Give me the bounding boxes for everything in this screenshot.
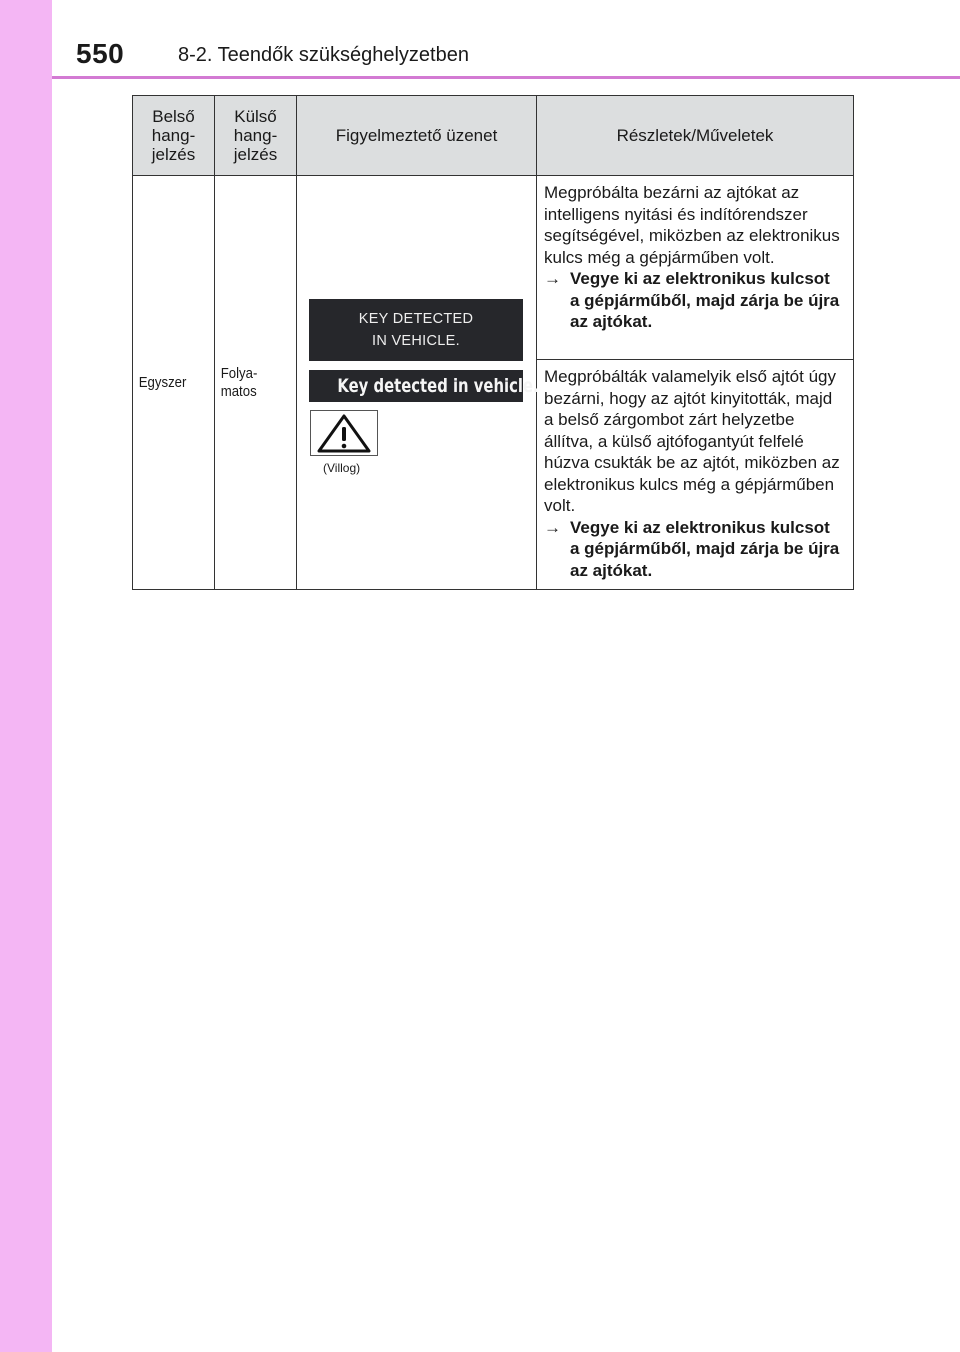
blink-note: (Villog) [323, 461, 361, 475]
display-message-2-text: Key detected in vehicle. [337, 375, 539, 397]
detail-2-action [544, 517, 843, 582]
page-number: 550 [76, 38, 125, 69]
side-band [0, 0, 52, 1352]
display-message-1-line1: KEY DETECTED [358, 311, 474, 327]
col-warning-message: Figyelmeztető üzenet [297, 96, 537, 176]
warning-message-cell [297, 176, 537, 590]
warning-table [132, 95, 854, 590]
detail-1-action [544, 268, 843, 333]
detail-2 [537, 360, 854, 590]
display-message-1-line2: IN VEHICLE. [372, 333, 460, 349]
internal-buzzer-value: Egyszer [133, 176, 205, 590]
display-message-2 [309, 370, 539, 402]
detail-2-text: Megpróbálták valamelyik első ajtót úgy bezárni, hogy az ajtót kinyitották, majd a belső zárgombot zárt helyzetbe állítva, a külső ajtófogantyút felfelé húzva csukták be az ajtót, miközben az elektronikus kulcs még a gépjárműben volt. [544, 367, 840, 515]
warning-triangle-icon [310, 410, 378, 456]
table-row [133, 176, 854, 360]
detail-1-text: Megpróbálta bezárni az ajtókat az intelligens nyitási és indítórendszer segítségével, miközben az elektronikus kulcs még a gépjárműben volt. [544, 183, 840, 267]
detail-1 [537, 176, 854, 360]
external-buzzer-value: Folya- matos [215, 176, 287, 590]
display-message-1 [309, 299, 523, 361]
col-details: Részletek/Műveletek [537, 96, 854, 176]
chapter-title: 8-2. Teendők szükséghelyzetben [178, 44, 469, 66]
col-internal-buzzer: Belső hang- jelzés [133, 96, 215, 176]
header-rule [52, 76, 960, 79]
arrow-right-icon: → [544, 269, 561, 288]
arrow-right-icon: → [544, 517, 561, 537]
detail-2-action-text: Vegye ki az elektronikus kulcsot a gépjárműből, majd zárja be újra az ajtókat. [570, 517, 840, 580]
table-header-row [133, 96, 854, 176]
detail-1-action-text: Vegye ki az elektronikus kulcsot a gépjárműből, majd zárja be újra az ajtókat. [570, 269, 840, 331]
col-external-buzzer: Külső hang- jelzés [215, 96, 297, 176]
